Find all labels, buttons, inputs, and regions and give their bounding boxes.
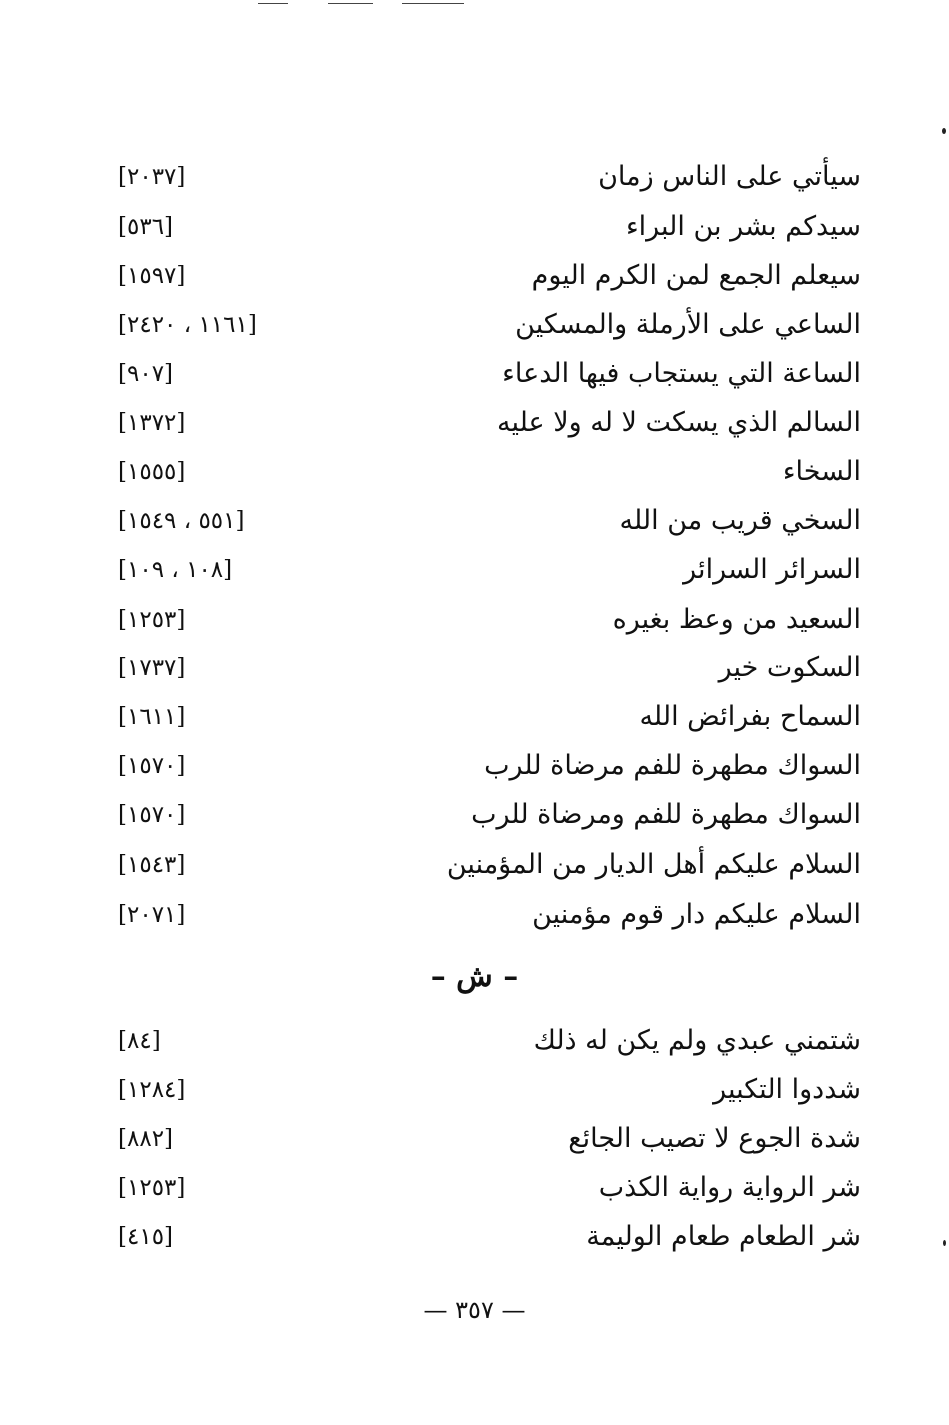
entry-ref: [١٢٨٤] — [118, 1077, 186, 1103]
entry-text: السلام عليكم أهل الديار من المؤمنين — [446, 849, 861, 880]
entry-text: شددوا التكبير — [713, 1074, 861, 1105]
entry-ref: [١٣٧٢] — [118, 410, 186, 436]
entry-text: الساعة التي يستجاب فيها الدعاء — [502, 358, 861, 389]
index-entry — [0, 648, 949, 688]
top-rule — [258, 3, 288, 4]
index-entry — [0, 895, 949, 935]
index-entry — [0, 403, 949, 443]
scan-speck — [942, 128, 946, 134]
entry-ref: [٨٨٢] — [118, 1126, 174, 1152]
entry-text: شتمني عبدي ولم يكن له ذلك — [533, 1025, 861, 1056]
entry-ref: [١٥٥٥] — [118, 459, 186, 485]
entry-text: السواك مطهرة للفم ومرضاة للرب — [471, 799, 861, 830]
index-entry — [0, 1168, 949, 1208]
entry-ref: [١٥٧٠] — [118, 753, 186, 779]
entry-ref: [١٢٥٣] — [118, 1175, 186, 1201]
index-entry — [0, 697, 949, 737]
index-entry — [0, 207, 949, 247]
top-rule — [328, 3, 373, 4]
entry-ref: [١١٦١ ، ٢٤٢٠] — [118, 312, 257, 338]
entry-text: شدة الجوع لا تصيب الجائع — [568, 1123, 861, 1154]
entry-ref: [١٠٨ ، ١٠٩] — [118, 557, 233, 583]
index-entry — [0, 452, 949, 492]
entry-ref: [٩٠٧] — [118, 361, 174, 387]
entry-text: السلام عليكم دار قوم مؤمنين — [532, 899, 861, 930]
index-entry — [0, 845, 949, 885]
entry-ref: [٢٠٧١] — [118, 902, 186, 928]
entry-ref: [١٢٥٣] — [118, 607, 186, 633]
index-entry — [0, 1070, 949, 1110]
entry-ref: [١٦١١] — [118, 704, 186, 730]
entry-text: السعيد من وعظ بغيره — [612, 604, 861, 635]
entry-ref: [١٥٩٧] — [118, 263, 186, 289]
entry-text: السماح بفرائض الله — [639, 701, 861, 732]
entry-text: شر الطعام طعام الوليمة — [586, 1221, 861, 1252]
entry-ref: [١٥٤٣] — [118, 852, 186, 878]
scan-speck — [943, 1240, 946, 1246]
index-entry — [0, 1119, 949, 1159]
index-entry — [0, 354, 949, 394]
entry-text: الساعي على الأرملة والمسكين — [515, 309, 861, 340]
entry-ref: [٨٤] — [118, 1028, 161, 1054]
entry-text: سيدكم بشر بن البراء — [625, 211, 861, 242]
entry-ref: [١٧٣٧] — [118, 655, 186, 681]
index-entry — [0, 157, 949, 197]
entry-ref: [٥٣٦] — [118, 214, 174, 240]
entry-text: شر الرواية رواية الكذب — [598, 1172, 861, 1203]
index-entry — [0, 550, 949, 590]
index-entry — [0, 1021, 949, 1061]
index-entry — [0, 501, 949, 541]
index-entry — [0, 600, 949, 640]
entry-ref: [١٥٧٠] — [118, 802, 186, 828]
entry-text: سيعلم الجمع لمن الكرم اليوم — [531, 260, 861, 291]
top-rules — [0, 0, 949, 10]
entry-text: السكوت خير — [718, 652, 861, 683]
index-entry — [0, 1217, 949, 1257]
entry-text: السخاء — [782, 456, 861, 487]
index-entry — [0, 746, 949, 786]
index-entry — [0, 305, 949, 345]
page-number: — ٣٥٧ — — [423, 1296, 526, 1324]
entry-text: السخي قريب من الله — [619, 505, 861, 536]
entry-ref: [٤١٥] — [118, 1224, 174, 1250]
top-rule — [402, 3, 464, 4]
entry-text: السالم الذي يسكت لا له ولا عليه — [497, 407, 861, 438]
index-entry — [0, 795, 949, 835]
entry-ref: [٢٠٣٧] — [118, 164, 186, 190]
entry-ref: [٥٥١ ، ١٥٤٩] — [118, 508, 245, 534]
entry-text: السرائر السرائر — [683, 554, 861, 585]
entry-text: سيأتي على الناس زمان — [598, 161, 861, 192]
index-entry — [0, 256, 949, 296]
entry-text: السواك مطهرة للفم مرضاة للرب — [484, 750, 861, 781]
section-heading: – ش – — [430, 959, 519, 994]
